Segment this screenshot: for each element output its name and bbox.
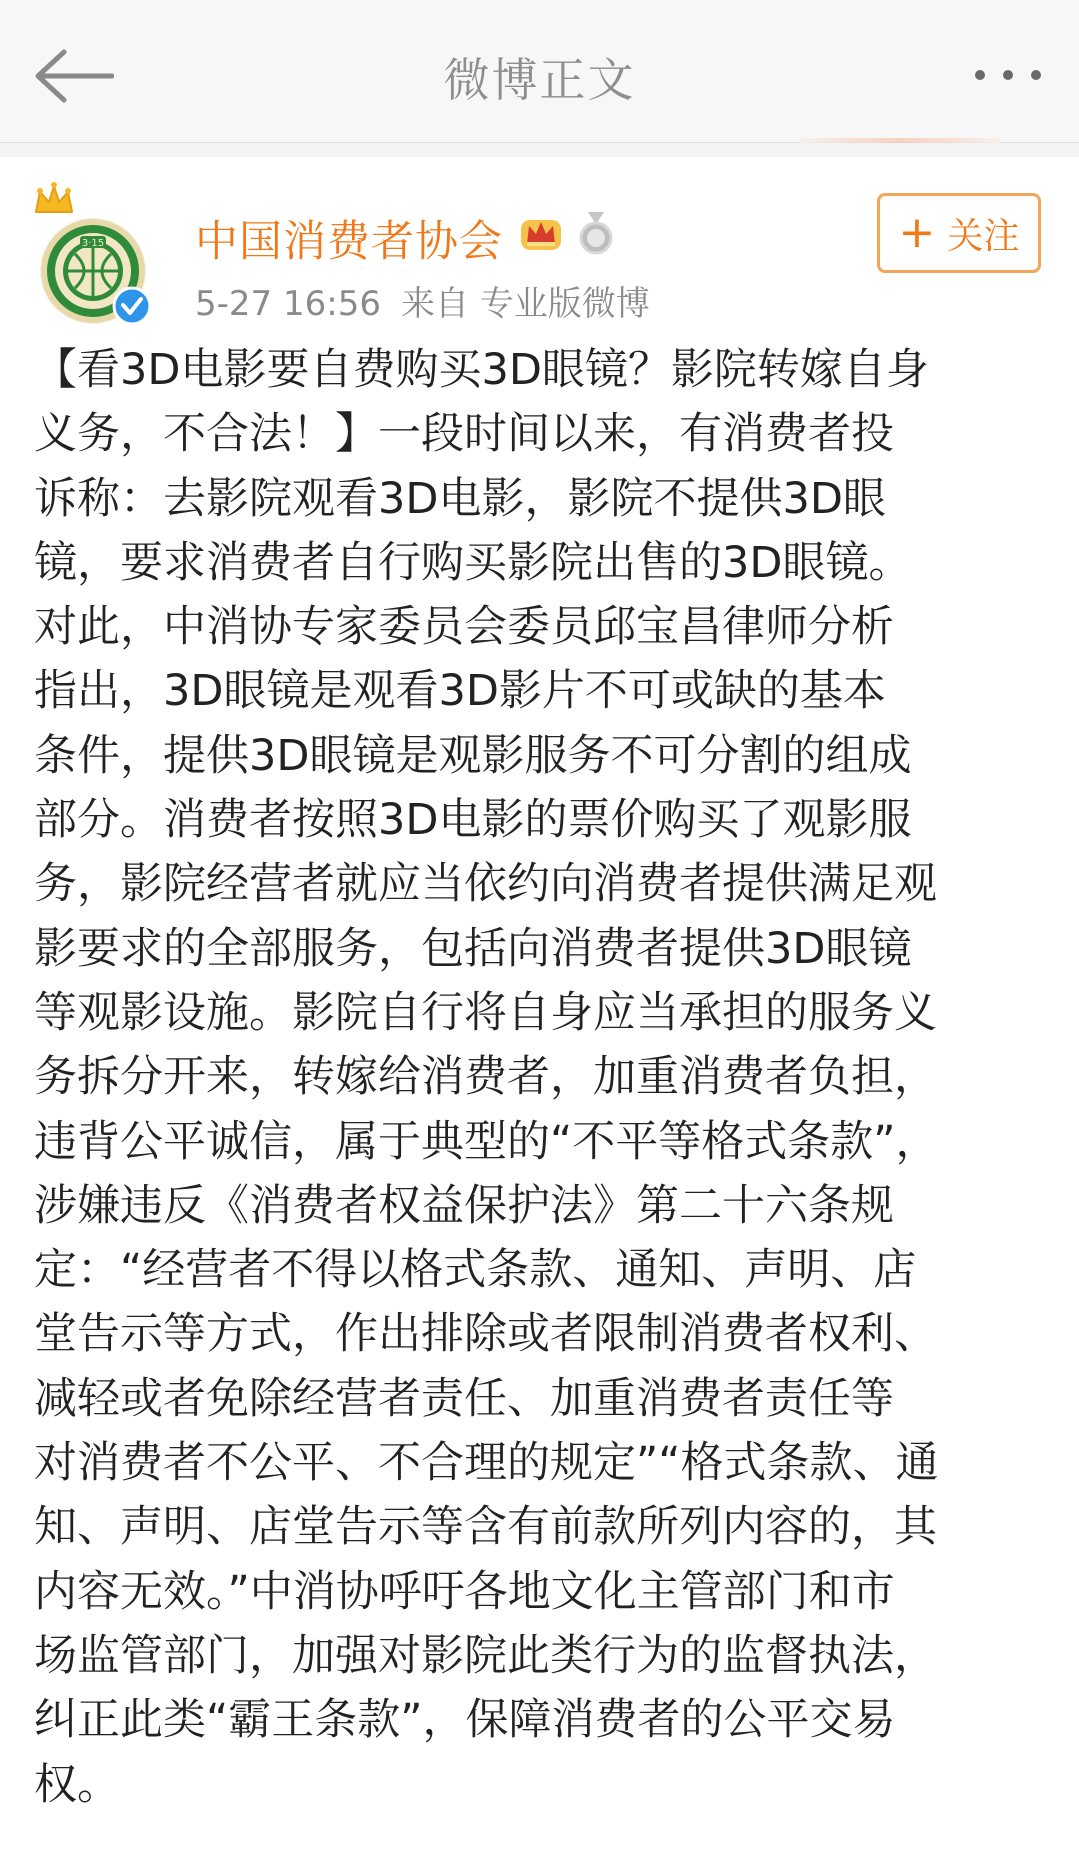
post-content <box>34 338 1054 1817</box>
content-line: 镜，要求消费者自行购买影院出售的3D眼镜。 <box>34 537 912 588</box>
content-line: 务，影院经营者就应当依约向消费者提供满足观 <box>34 859 937 910</box>
content-line: 诉称：去影院观看3D电影，影院不提供3D眼 <box>34 473 886 524</box>
content-line: 违背公平诚信，属于典型的“不平等格式条款”， <box>34 1116 939 1167</box>
avatar[interactable] <box>32 180 152 320</box>
nav-bar <box>0 0 1079 143</box>
content-line: 影要求的全部服务，包括向消费者提供3D眼镜 <box>34 923 912 974</box>
plus-icon: + <box>898 207 936 258</box>
content-line: 等观影设施。影院自行将自身应当承担的服务义 <box>34 987 937 1038</box>
content-line: 定：“经营者不得以格式条款、通知、声明、店 <box>34 1245 917 1296</box>
medal-icon[interactable] <box>576 210 616 256</box>
content-line: 场监管部门，加强对影院此类行为的监督执法， <box>34 1630 937 1681</box>
content-line: 对消费者不公平、不合理的规定”“格式条款、通 <box>34 1438 939 1489</box>
content-line: 指出，3D眼镜是观看3D影片不可或缺的基本 <box>34 666 886 717</box>
content-line: 条件，提供3D眼镜是观影服务不可分割的组成 <box>34 730 912 781</box>
content-line: 涉嫌违反《消费者权益保护法》第二十六条规 <box>34 1180 894 1231</box>
content-line: 义务，不合法！】一段时间以来，有消费者投 <box>34 409 894 460</box>
crown-icon <box>32 180 76 224</box>
vip-crown-icon[interactable] <box>518 210 564 256</box>
follow-button[interactable] <box>877 193 1041 273</box>
content-line: 【看3D电影要自费购买3D眼镜？影院转嫁自身 <box>34 345 929 395</box>
content-line: 内容无效。”中消协呼吁各地文化主管部门和市 <box>34 1566 895 1617</box>
content-line: 知、声明、店堂告示等含有前款所列内容的，其 <box>34 1502 937 1553</box>
content-line: 务拆分开来，转嫁给消费者，加重消费者负担， <box>34 1052 937 1103</box>
more-dots-icon <box>970 60 1050 90</box>
more-button[interactable] <box>970 60 1050 90</box>
author-name[interactable]: 中国消费者协会 <box>195 217 503 267</box>
post-time: 5-27 16:56 <box>195 284 381 324</box>
svg-text:3·15: 3·15 <box>81 238 105 249</box>
section-divider <box>0 143 1079 157</box>
content-line: 纠正此类“霸王条款”，保障消费者的公平交易 <box>34 1695 896 1746</box>
verified-badge-icon <box>112 286 152 326</box>
content-line: 对此，中消协专家委员会委员邱宝昌律师分析 <box>34 602 894 653</box>
content-line: 减轻或者免除经营者责任、加重消费者责任等 <box>34 1373 894 1424</box>
follow-label: 关注 <box>947 215 1020 257</box>
page-title: 微博正文 <box>443 53 636 107</box>
post-source[interactable]: 来自 专业版微博 <box>400 284 650 324</box>
content-line: 权。 <box>34 1759 120 1810</box>
content-line: 堂告示等方式，作出排除或者限制消费者权利、 <box>34 1309 937 1360</box>
weibo-post <box>0 160 1079 1866</box>
content-line: 部分。消费者按照3D电影的票价购买了观影服 <box>34 795 912 846</box>
post-meta <box>195 276 670 325</box>
